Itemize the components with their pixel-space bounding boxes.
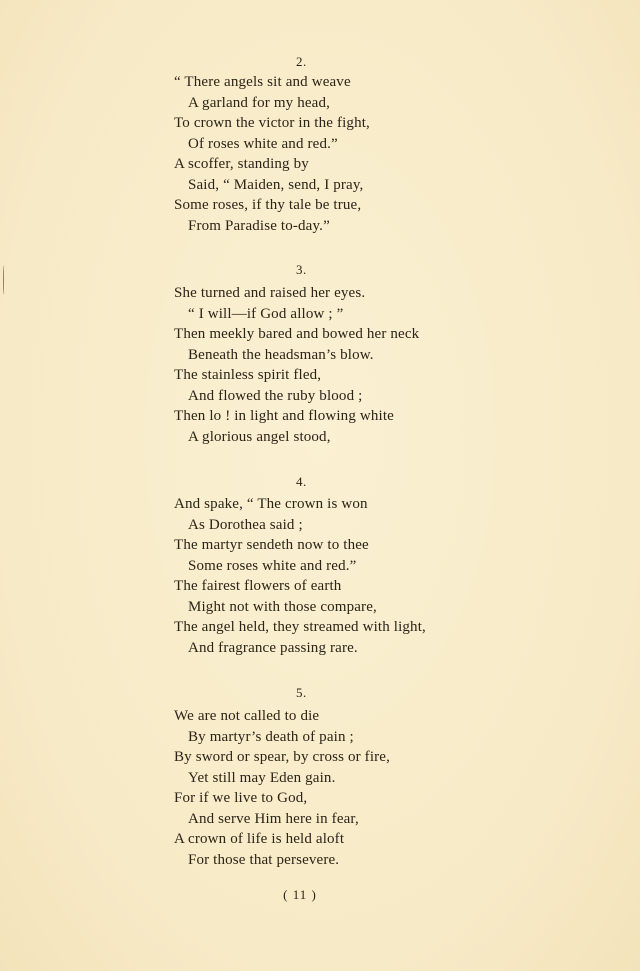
- verse-line: A garland for my head,: [188, 94, 331, 111]
- verse-line: We are not called to die: [174, 708, 320, 724]
- page-number: ( 11 ): [283, 887, 317, 902]
- verse-line: By martyr’s death of pain ;: [188, 728, 354, 745]
- verse-line: The fairest flowers of earth: [174, 578, 342, 594]
- verse-line: The angel held, they streamed with light,: [174, 619, 426, 635]
- verse-line: Then lo ! in light and flowing white: [174, 408, 394, 424]
- verse-line: And flowed the ruby blood ;: [188, 387, 363, 404]
- verse-line: A scoffer, standing by: [174, 156, 309, 172]
- verse-line: Beneath the headsman’s blow.: [188, 346, 374, 363]
- verse-line: To crown the victor in the fight,: [174, 115, 370, 131]
- verse-line: Some roses white and red.”: [188, 557, 357, 574]
- verse-line: And serve Him here in fear,: [188, 810, 359, 827]
- verse-line: Might not with those compare,: [188, 598, 377, 615]
- verse-line: She turned and raised her eyes.: [174, 285, 366, 301]
- verse-line: From Paradise to-day.”: [188, 217, 330, 234]
- stanza-number: 2.: [296, 54, 307, 69]
- stanza-number: 5.: [296, 685, 307, 700]
- verse-line: For those that persevere.: [188, 851, 340, 868]
- verse-line: Yet still may Eden gain.: [188, 769, 336, 786]
- verse-line: Said, “ Maiden, send, I pray,: [188, 176, 364, 193]
- verse-line: By sword or spear, by cross or fire,: [174, 749, 391, 765]
- verse-line: A crown of life is held aloft: [174, 831, 345, 847]
- margin-mark: [3, 265, 6, 295]
- verse-line: Then meekly bared and bowed her neck: [174, 326, 420, 342]
- verse-line: The stainless spirit fled,: [174, 367, 322, 383]
- verse-line: And fragrance passing rare.: [188, 639, 358, 656]
- verse-line: A glorious angel stood,: [188, 428, 331, 445]
- verse-line: And spake, “ The crown is won: [174, 496, 368, 512]
- stanza-number: 3.: [296, 262, 307, 277]
- verse-line: “ There angels sit and weave: [174, 74, 351, 90]
- verse-line: The martyr sendeth now to thee: [174, 537, 369, 553]
- stanza-number: 4.: [296, 474, 307, 489]
- verse-line: For if we live to God,: [174, 790, 308, 806]
- verse-line: Some roses, if thy tale be true,: [174, 197, 362, 213]
- verse-line: “ I will—if God allow ; ”: [188, 305, 344, 322]
- verse-line: Of roses white and red.”: [188, 135, 338, 152]
- verse-line: As Dorothea said ;: [188, 516, 303, 533]
